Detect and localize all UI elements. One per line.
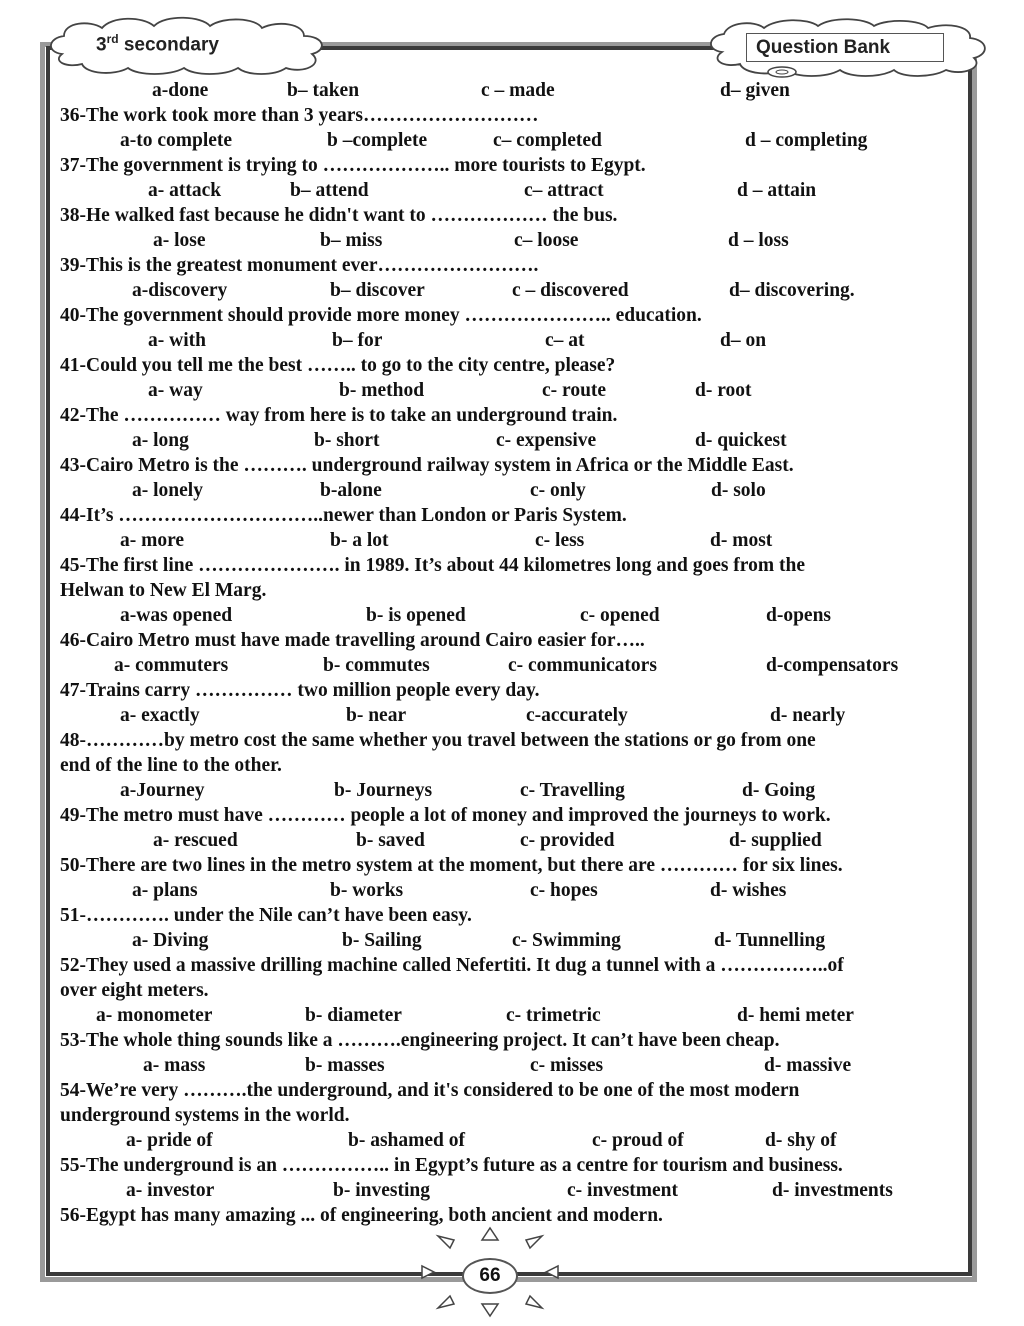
question-text: 55-The underground is an …………….. in Egypt’s future as a centre for tourism and business. [60,1155,843,1176]
answer-option: d – loss [728,230,789,251]
question-text: 43-Cairo Metro is the ………. underground railway system in Africa or the Middle East. [60,455,794,476]
options-line [60,178,960,203]
question-text: 46-Cairo Metro must have made travelling around Cairo easier for….. [60,630,645,651]
answer-option: b- Sailing [342,930,422,951]
question-text: 56-Egypt has many amazing ... of engineering, both ancient and modern. [60,1205,663,1226]
question-line [60,553,960,578]
question-line [60,953,960,978]
question-line [60,1028,960,1053]
answer-option: b- short [314,430,380,451]
question-line [60,1078,960,1103]
answer-option: b- investing [333,1180,430,1201]
answer-option: d-opens [766,605,832,626]
answer-option: b- commutes [323,655,430,676]
answer-option: c- Travelling [520,780,625,801]
answer-option: c-accurately [526,705,628,726]
answer-option: c– loose [514,230,579,251]
answer-option: b– miss [320,230,383,251]
answer-option: a- more [120,530,185,551]
options-line [60,78,960,103]
options-line [60,328,960,353]
grade-label: 3rd secondary [96,32,219,56]
question-line [60,1203,960,1228]
answer-option: b- ashamed of [348,1130,466,1151]
question-line [60,728,960,753]
answer-option: a- commuters [114,655,229,676]
question-text: 50-There are two lines in the metro system at the moment, but there are ………… for six lines. [60,855,843,876]
options-line [60,878,960,903]
options-line [60,128,960,153]
answer-option: c – made [481,80,555,101]
answer-option: d- quickest [695,430,787,451]
question-line [60,978,960,1003]
answer-option: a- plans [132,880,198,901]
answer-option: d– discovering. [729,280,855,301]
answer-option: c- trimetric [506,1005,601,1026]
options-line [60,478,960,503]
answer-option: d- shy of [765,1130,837,1151]
answer-option: b– taken [287,80,360,101]
answer-option: d- supplied [729,830,822,851]
answer-option: c- communicators [508,655,657,676]
options-line [60,778,960,803]
answer-option: d– on [720,330,767,351]
answer-option: b- masses [305,1055,385,1076]
answer-option: c- opened [580,605,660,626]
answer-option: c– at [545,330,585,351]
answer-option: c- misses [530,1055,604,1076]
question-text: Helwan to New El Marg. [60,580,267,601]
question-line [60,678,960,703]
answer-option: d- nearly [770,705,846,726]
question-text: 51-…………. under the Nile can’t have been easy. [60,905,472,926]
answer-option: c- Swimming [512,930,621,951]
answer-option: c- provided [520,830,615,851]
answer-option: b- method [339,380,425,401]
question-text: 40-The government should provide more money ………………….. education. [60,305,702,326]
options-line [60,828,960,853]
answer-option: b- is opened [366,605,466,626]
answer-option: a- investor [126,1180,215,1201]
answer-option: a- lose [153,230,206,251]
answer-option: c- expensive [496,430,597,451]
answer-option: a-was opened [120,605,233,626]
question-line [60,903,960,928]
answer-option: a- rescued [153,830,238,851]
question-text: 47-Trains carry …………… two million people every day. [60,680,540,701]
question-line [60,578,960,603]
question-text: end of the line to the other. [60,755,282,776]
answer-option: c- route [542,380,607,401]
options-line [60,1178,960,1203]
question-line [60,103,960,128]
answer-option: b- Journeys [334,780,433,801]
question-text: 42-The …………… way from here is to take an underground train. [60,405,618,426]
question-line [60,853,960,878]
answer-option: d- massive [764,1055,852,1076]
question-line [60,353,960,378]
answer-option: a-done [152,80,209,101]
answer-option: d – attain [737,180,817,201]
answer-option: b- a lot [330,530,389,551]
answer-option: a- mass [143,1055,206,1076]
question-text: 49-The metro must have ………… people a lot of money and improved the journeys to work. [60,805,831,826]
options-line [60,1053,960,1078]
answer-option: c- proud of [592,1130,684,1151]
answer-option: a- pride of [126,1130,213,1151]
question-line [60,803,960,828]
options-line [60,428,960,453]
question-line [60,253,960,278]
question-line [60,453,960,478]
question-text: 44-It’s …………………………..newer than London or Paris System. [60,505,627,526]
options-line [60,603,960,628]
question-line [60,1153,960,1178]
options-line [60,528,960,553]
question-text: 45-The first line …………………. in 1989. It’s about 44 kilometres long and goes from the [60,555,805,576]
answer-option: b –complete [327,130,428,151]
question-line [60,753,960,778]
question-bank-label: Question Bank [756,37,891,58]
options-line [60,703,960,728]
answer-option: c- investment [567,1180,679,1201]
question-line [60,203,960,228]
question-line [60,503,960,528]
page-number: 66 [462,1258,518,1294]
question-line [60,153,960,178]
question-text: 41-Could you tell me the best …….. to go to the city centre, please? [60,355,616,376]
answer-option: d- solo [711,480,766,501]
answer-option: a-to complete [120,130,233,151]
answer-option: d- wishes [710,880,787,901]
answer-option: c- only [530,480,586,501]
answer-option: d- investments [772,1180,893,1201]
question-text: underground systems in the world. [60,1105,350,1126]
answer-option: b-alone [320,480,382,501]
answer-option: a-discovery [132,280,228,301]
answer-option: d-compensators [766,655,899,676]
answer-option: a-Journey [120,780,205,801]
answer-option: b- diameter [305,1005,402,1026]
question-line [60,303,960,328]
answer-option: b- works [330,880,404,901]
answer-option: d- Going [742,780,816,801]
answer-option: a- Diving [132,930,209,951]
question-line [60,403,960,428]
answer-option: a- way [148,380,203,401]
question-text: 36-The work took more than 3 years……………………… [60,105,539,126]
options-line [60,928,960,953]
question-text: 39-This is the greatest monument ever……………………. [60,255,539,276]
options-line [60,653,960,678]
question-text: 48-…………by metro cost the same whether you travel between the stations or go from one [60,730,816,751]
question-line [60,1103,960,1128]
answer-option: d– given [720,80,790,101]
question-line [60,628,960,653]
question-text: 53-The whole thing sounds like a ……….engineering project. It can’t have been cheap. [60,1030,780,1051]
options-line [60,278,960,303]
answer-option: a- attack [148,180,222,201]
answer-option: a- long [132,430,189,451]
answer-option: c– attract [524,180,604,201]
answer-option: c- less [535,530,585,551]
answer-option: b– discover [330,280,425,301]
answer-option: d- Tunnelling [714,930,826,951]
answer-option: c – discovered [512,280,629,301]
answer-option: a- with [148,330,206,351]
options-line [60,1128,960,1153]
answer-option: b- near [346,705,407,726]
options-line [60,228,960,253]
question-text: over eight meters. [60,980,209,1001]
answer-option: d – completing [745,130,868,151]
answer-option: c- hopes [530,880,598,901]
answer-option: a- exactly [120,705,200,726]
options-line [60,1003,960,1028]
question-text: 52-They used a massive drilling machine called Nefertiti. It dug a tunnel with a ……………..of [60,955,844,976]
answer-option: d- hemi meter [737,1005,854,1026]
question-text: 54-We’re very ……….the underground, and it's considered to be one of the most modern [60,1080,800,1101]
answer-option: c– completed [493,130,602,151]
answer-option: d- most [710,530,773,551]
answer-option: d- root [695,380,752,401]
answer-option: a- monometer [96,1005,213,1026]
question-text: 37-The government is trying to ……………….. more tourists to Egypt. [60,155,646,176]
answer-option: a- lonely [132,480,203,501]
answer-option: b- saved [356,830,425,851]
options-line [60,378,960,403]
answer-option: b– for [332,330,383,351]
answer-option: b– attend [290,180,369,201]
question-text: 38-He walked fast because he didn't want to ……………… the bus. [60,205,618,226]
question-list [60,78,960,1228]
